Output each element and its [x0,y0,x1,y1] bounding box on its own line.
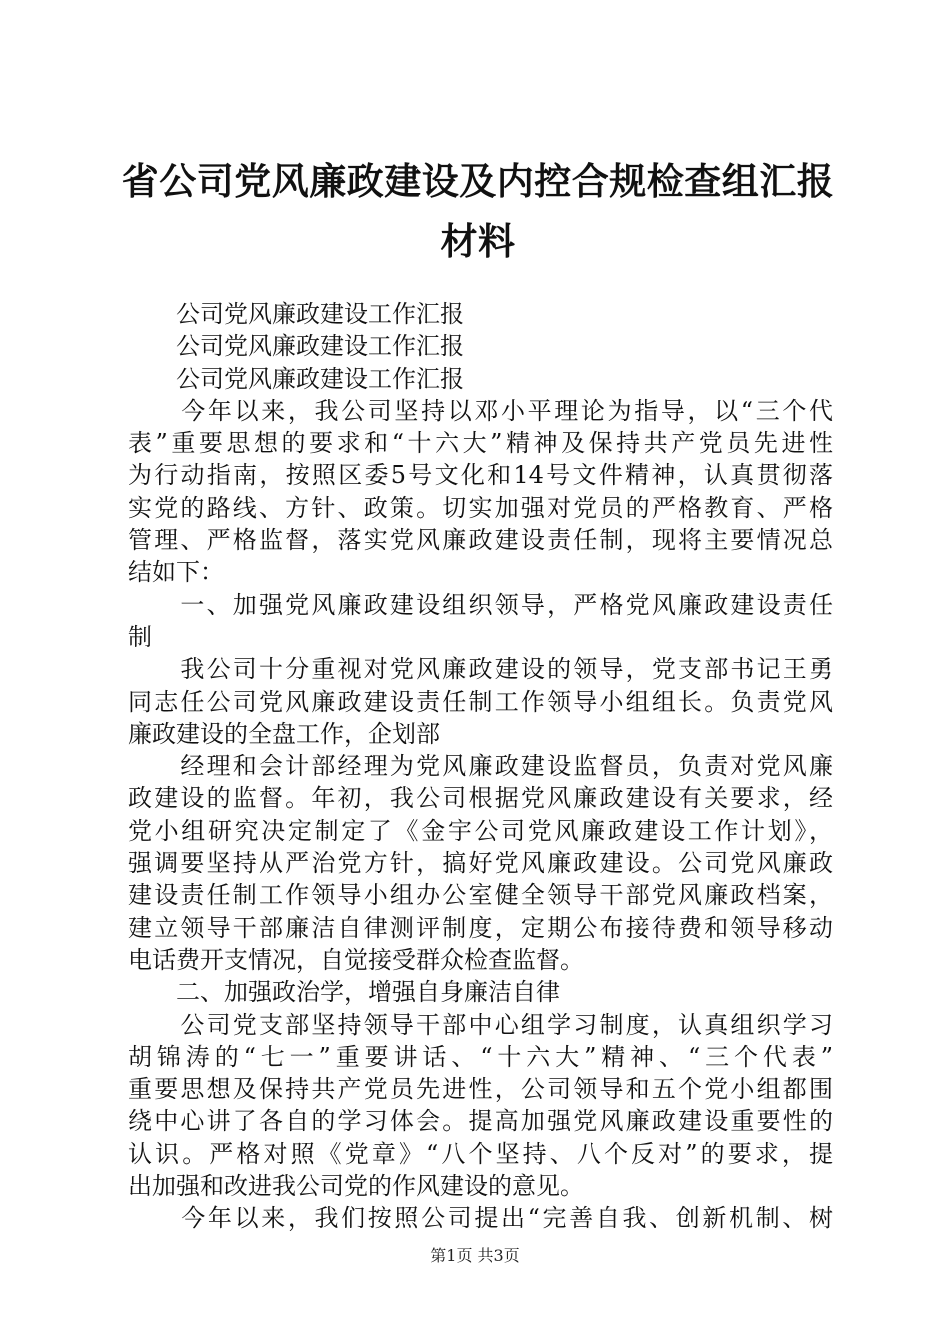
body-text-line: 表”重要思想的要求和“十六大”精神及保持共产党员先进性 [128,429,833,458]
body-text-line: 认识。严格对照《党章》“八个坚持、八个反对”的要求，提 [128,1139,833,1168]
body-text-line: 同志任公司党风廉政建设责任制工作领导小组组长。负责党风 [128,687,833,716]
body-text-line: 党小组研究决定制定了《金宇公司党风廉政建设工作计划》， [128,816,833,845]
body-text-line: 重要思想及保持共产党员先进性，公司领导和五个党小组都围 [128,1075,833,1104]
body-text-line: 公司党风廉政建设工作汇报 [128,332,464,361]
body-text-line: 今年以来，我们按照公司提出“完善自我、创新机制、树 [128,1204,833,1233]
body-text-line: 我公司十分重视对党风廉政建设的领导，党支部书记王勇 [128,655,833,684]
body-text-line: 公司党风廉政建设工作汇报 [128,300,464,328]
body-text-line: 绕中心讲了各自的学习体会。提高加强党风廉政建设重要性的 [128,1107,833,1136]
body-text-line: 一、加强党风廉政建设组织领导，严格党风廉政建设责任 [128,590,833,619]
body-text-line: 强调要坚持从严治党方针，搞好党风廉政建设。公司党风廉政 [128,849,833,878]
page-footer: 第1页 共3页 [430,1246,520,1265]
body-text-line: 今年以来，我公司坚持以邓小平理论为指导，以“三个代 [128,396,833,425]
body-text-line: 制 [128,622,152,651]
body-text-line: 公司党风廉政建设工作汇报 [128,364,464,393]
body-text-line: 实党的路线、方针、政策。切实加强对党员的严格教育、严格 [128,493,833,522]
body-text-line: 电话费开支情况，自觉接受群众检查监督。 [128,945,584,974]
body-text-line: 公司党支部坚持领导干部中心组学习制度，认真组织学习 [128,1010,833,1039]
body-text-line: 建设责任制工作领导小组办公室健全领导干部党风廉政档案， [128,881,833,910]
body-text-line: 经理和会计部经理为党风廉政建设监督员，负责对党风廉 [128,752,833,781]
document-body [128,298,833,1235]
body-text-line: 为行动指南，按照区委5号文化和14号文件精神，认真贯彻落 [128,461,833,490]
body-text-line: 二、加强政治学，增强自身廉洁自律 [128,978,560,1007]
document-title: 省公司党风廉政建设及内控合规检查组汇报材料 [121,160,835,263]
body-text-line: 出加强和改进我公司党的作风建设的意见。 [128,1172,584,1201]
body-text-line: 建立领导干部廉洁自律测评制度，定期公布接待费和领导移动 [128,913,833,942]
body-text-line: 胡锦涛的“七一”重要讲话、“十六大”精神、“三个代表” [128,1042,833,1071]
body-text-line: 廉政建设的全盘工作，企划部 [128,719,440,748]
body-text-line: 政建设的监督。年初，我公司根据党风廉政建设有关要求，经 [128,784,833,813]
body-text-line: 管理、严格监督，落实党风廉政建设责任制，现将主要情况总 [128,526,833,555]
body-text-line: 结如下： [128,558,224,587]
